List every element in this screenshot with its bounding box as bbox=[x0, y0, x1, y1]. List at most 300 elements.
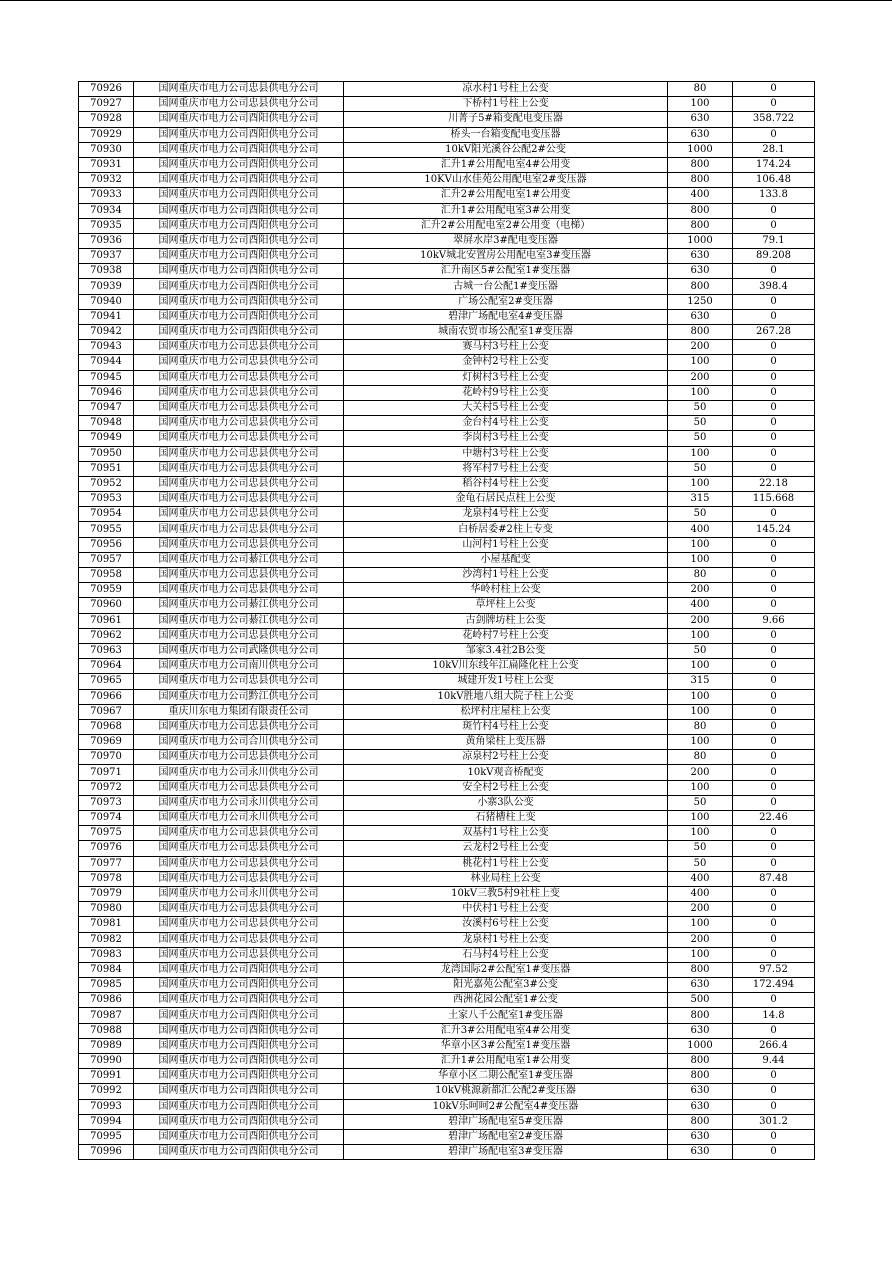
transformer-name-cell: 碧津广场配电室5#变压器 bbox=[344, 1114, 668, 1129]
table-row bbox=[79, 765, 815, 780]
capacity-cell: 800 bbox=[668, 203, 733, 218]
value-cell: 0 bbox=[733, 1023, 815, 1038]
value-cell: 0 bbox=[733, 1084, 815, 1099]
capacity-cell: 800 bbox=[668, 279, 733, 294]
transformer-name-cell: 汇升1#公用配电室1#公用变 bbox=[344, 1054, 668, 1069]
value-cell: 0 bbox=[733, 780, 815, 795]
row-id-cell: 70965 bbox=[79, 674, 134, 689]
table-row bbox=[79, 886, 815, 901]
capacity-cell: 200 bbox=[668, 613, 733, 628]
capacity-cell: 800 bbox=[668, 1008, 733, 1023]
value-cell: 0 bbox=[733, 340, 815, 355]
transformer-name-cell: 10kV胜地八组大院子柱上公变 bbox=[344, 689, 668, 704]
capacity-cell: 100 bbox=[668, 552, 733, 567]
company-cell: 国网重庆市电力公司酉阳供电分公司 bbox=[134, 1099, 344, 1114]
row-id-cell: 70978 bbox=[79, 871, 134, 886]
company-cell: 国网重庆市电力公司酉阳供电分公司 bbox=[134, 264, 344, 279]
value-cell: 172.494 bbox=[733, 978, 815, 993]
row-id-cell: 70963 bbox=[79, 643, 134, 658]
value-cell: 0 bbox=[733, 932, 815, 947]
row-id-cell: 70996 bbox=[79, 1145, 134, 1160]
row-id-cell: 70956 bbox=[79, 537, 134, 552]
row-id-cell: 70984 bbox=[79, 962, 134, 977]
value-cell: 0 bbox=[733, 735, 815, 750]
company-cell: 国网重庆市电力公司忠县供电分公司 bbox=[134, 476, 344, 491]
table-row bbox=[79, 1084, 815, 1099]
table-row bbox=[79, 659, 815, 674]
table-row bbox=[79, 127, 815, 142]
capacity-cell: 100 bbox=[668, 811, 733, 826]
capacity-cell: 630 bbox=[668, 1023, 733, 1038]
row-id-cell: 70930 bbox=[79, 142, 134, 157]
row-id-cell: 70938 bbox=[79, 264, 134, 279]
value-cell: 0 bbox=[733, 598, 815, 613]
row-id-cell: 70929 bbox=[79, 127, 134, 142]
table-row bbox=[79, 598, 815, 613]
company-cell: 国网重庆市电力公司忠县供电分公司 bbox=[134, 355, 344, 370]
company-cell: 国网重庆市电力公司忠县供电分公司 bbox=[134, 385, 344, 400]
capacity-cell: 800 bbox=[668, 1114, 733, 1129]
capacity-cell: 630 bbox=[668, 1084, 733, 1099]
value-cell: 0 bbox=[733, 294, 815, 309]
table-row bbox=[79, 1054, 815, 1069]
company-cell: 国网重庆市电力公司忠县供电分公司 bbox=[134, 446, 344, 461]
table-row bbox=[79, 613, 815, 628]
table-row bbox=[79, 735, 815, 750]
transformer-name-cell: 10kV川东线年江扁隆化柱上公变 bbox=[344, 659, 668, 674]
value-cell: 145.24 bbox=[733, 522, 815, 537]
transformer-name-cell: 林业局柱上公变 bbox=[344, 871, 668, 886]
company-cell: 国网重庆市电力公司忠县供电分公司 bbox=[134, 492, 344, 507]
capacity-cell: 800 bbox=[668, 218, 733, 233]
table-row bbox=[79, 97, 815, 112]
transformer-name-cell: 黄角梁柱上变压器 bbox=[344, 735, 668, 750]
company-cell: 国网重庆市电力公司酉阳供电分公司 bbox=[134, 1114, 344, 1129]
row-id-cell: 70986 bbox=[79, 993, 134, 1008]
capacity-cell: 800 bbox=[668, 325, 733, 340]
capacity-cell: 100 bbox=[668, 476, 733, 491]
value-cell: 0 bbox=[733, 659, 815, 674]
table-row bbox=[79, 1145, 815, 1160]
company-cell: 国网重庆市电力公司忠县供电分公司 bbox=[134, 826, 344, 841]
row-id-cell: 70972 bbox=[79, 780, 134, 795]
row-id-cell: 70990 bbox=[79, 1054, 134, 1069]
capacity-cell: 50 bbox=[668, 856, 733, 871]
transformer-name-cell: 凉泉村2号柱上公变 bbox=[344, 750, 668, 765]
capacity-cell: 80 bbox=[668, 750, 733, 765]
value-cell: 0 bbox=[733, 583, 815, 598]
row-id-cell: 70995 bbox=[79, 1129, 134, 1144]
transformer-name-cell: 双基村1号柱上公变 bbox=[344, 826, 668, 841]
table-row bbox=[79, 902, 815, 917]
value-cell: 0 bbox=[733, 1145, 815, 1160]
row-id-cell: 70991 bbox=[79, 1069, 134, 1084]
row-id-cell: 70950 bbox=[79, 446, 134, 461]
capacity-cell: 500 bbox=[668, 993, 733, 1008]
table-row bbox=[79, 674, 815, 689]
row-id-cell: 70993 bbox=[79, 1099, 134, 1114]
transformer-table bbox=[78, 81, 815, 1160]
transformer-name-cell: 10kV观音桥配变 bbox=[344, 765, 668, 780]
company-cell: 国网重庆市电力公司酉阳供电分公司 bbox=[134, 233, 344, 248]
transformer-name-cell: 桥头一台箱变配电变压器 bbox=[344, 127, 668, 142]
company-cell: 国网重庆市电力公司忠县供电分公司 bbox=[134, 841, 344, 856]
company-cell: 国网重庆市电力公司酉阳供电分公司 bbox=[134, 173, 344, 188]
company-cell: 国网重庆市电力公司南川供电分公司 bbox=[134, 659, 344, 674]
capacity-cell: 800 bbox=[668, 157, 733, 172]
capacity-cell: 50 bbox=[668, 431, 733, 446]
value-cell: 0 bbox=[733, 309, 815, 324]
value-cell: 0 bbox=[733, 568, 815, 583]
value-cell: 106.48 bbox=[733, 173, 815, 188]
transformer-name-cell: 古剑牌坊柱上公变 bbox=[344, 613, 668, 628]
transformer-name-cell: 华章小区3#公配室1#变压器 bbox=[344, 1038, 668, 1053]
capacity-cell: 200 bbox=[668, 583, 733, 598]
transformer-name-cell: 中塘村3号柱上公变 bbox=[344, 446, 668, 461]
table-row bbox=[79, 233, 815, 248]
table-row bbox=[79, 1099, 815, 1114]
row-id-cell: 70944 bbox=[79, 355, 134, 370]
value-cell: 0 bbox=[733, 537, 815, 552]
company-cell: 国网重庆市电力公司忠县供电分公司 bbox=[134, 537, 344, 552]
transformer-name-cell: 10kV乐呵呵2#公配室4#变压器 bbox=[344, 1099, 668, 1114]
table-row bbox=[79, 704, 815, 719]
capacity-cell: 630 bbox=[668, 249, 733, 264]
capacity-cell: 400 bbox=[668, 598, 733, 613]
transformer-name-cell: 土家八千公配室1#变压器 bbox=[344, 1008, 668, 1023]
row-id-cell: 70980 bbox=[79, 902, 134, 917]
table-row bbox=[79, 188, 815, 203]
row-id-cell: 70966 bbox=[79, 689, 134, 704]
value-cell: 0 bbox=[733, 385, 815, 400]
company-cell: 国网重庆市电力公司忠县供电分公司 bbox=[134, 507, 344, 522]
table-body bbox=[79, 82, 815, 1160]
row-id-cell: 70979 bbox=[79, 886, 134, 901]
company-cell: 国网重庆市电力公司綦江供电分公司 bbox=[134, 598, 344, 613]
transformer-name-cell: 邹家3.4社2B公变 bbox=[344, 643, 668, 658]
value-cell: 267.28 bbox=[733, 325, 815, 340]
transformer-name-cell: 凉水村1号柱上公变 bbox=[344, 82, 668, 97]
company-cell: 国网重庆市电力公司酉阳供电分公司 bbox=[134, 112, 344, 127]
row-id-cell: 70976 bbox=[79, 841, 134, 856]
company-cell: 国网重庆市电力公司酉阳供电分公司 bbox=[134, 962, 344, 977]
company-cell: 国网重庆市电力公司永川供电分公司 bbox=[134, 886, 344, 901]
table-row bbox=[79, 811, 815, 826]
company-cell: 国网重庆市电力公司酉阳供电分公司 bbox=[134, 993, 344, 1008]
capacity-cell: 800 bbox=[668, 962, 733, 977]
transformer-name-cell: 龙泉村1号柱上公变 bbox=[344, 932, 668, 947]
company-cell: 国网重庆市电力公司武隆供电分公司 bbox=[134, 643, 344, 658]
capacity-cell: 50 bbox=[668, 416, 733, 431]
row-id-cell: 70977 bbox=[79, 856, 134, 871]
row-id-cell: 70987 bbox=[79, 1008, 134, 1023]
transformer-name-cell: 10kV三教5村9社柱上变 bbox=[344, 886, 668, 901]
company-cell: 国网重庆市电力公司酉阳供电分公司 bbox=[134, 188, 344, 203]
table-row bbox=[79, 173, 815, 188]
table-row bbox=[79, 203, 815, 218]
company-cell: 国网重庆市电力公司酉阳供电分公司 bbox=[134, 1038, 344, 1053]
table-row bbox=[79, 1038, 815, 1053]
row-id-cell: 70964 bbox=[79, 659, 134, 674]
table-row bbox=[79, 1069, 815, 1084]
company-cell: 国网重庆市电力公司忠县供电分公司 bbox=[134, 719, 344, 734]
table-row bbox=[79, 385, 815, 400]
row-id-cell: 70946 bbox=[79, 385, 134, 400]
row-id-cell: 70968 bbox=[79, 719, 134, 734]
row-id-cell: 70971 bbox=[79, 765, 134, 780]
transformer-name-cell: 花岭村7号柱上公变 bbox=[344, 628, 668, 643]
transformer-name-cell: 城建开发1号柱上公变 bbox=[344, 674, 668, 689]
company-cell: 国网重庆市电力公司酉阳供电分公司 bbox=[134, 249, 344, 264]
company-cell: 国网重庆市电力公司酉阳供电分公司 bbox=[134, 1008, 344, 1023]
value-cell: 14.8 bbox=[733, 1008, 815, 1023]
capacity-cell: 400 bbox=[668, 522, 733, 537]
company-cell: 国网重庆市电力公司忠县供电分公司 bbox=[134, 568, 344, 583]
transformer-name-cell: 金台村4号柱上公变 bbox=[344, 416, 668, 431]
capacity-cell: 200 bbox=[668, 370, 733, 385]
table-row bbox=[79, 1129, 815, 1144]
row-id-cell: 70975 bbox=[79, 826, 134, 841]
value-cell: 9.44 bbox=[733, 1054, 815, 1069]
capacity-cell: 400 bbox=[668, 871, 733, 886]
table-row bbox=[79, 249, 815, 264]
table-row bbox=[79, 112, 815, 127]
table-row bbox=[79, 947, 815, 962]
company-cell: 国网重庆市电力公司忠县供电分公司 bbox=[134, 340, 344, 355]
row-id-cell: 70992 bbox=[79, 1084, 134, 1099]
table-row bbox=[79, 856, 815, 871]
capacity-cell: 80 bbox=[668, 719, 733, 734]
table-row bbox=[79, 795, 815, 810]
value-cell: 0 bbox=[733, 1129, 815, 1144]
table-row bbox=[79, 719, 815, 734]
table-row bbox=[79, 355, 815, 370]
transformer-name-cell: 大关村5号柱上公变 bbox=[344, 400, 668, 415]
capacity-cell: 630 bbox=[668, 309, 733, 324]
company-cell: 国网重庆市电力公司酉阳供电分公司 bbox=[134, 203, 344, 218]
value-cell: 0 bbox=[733, 765, 815, 780]
row-id-cell: 70954 bbox=[79, 507, 134, 522]
value-cell: 0 bbox=[733, 841, 815, 856]
value-cell: 22.46 bbox=[733, 811, 815, 826]
transformer-name-cell: 汝溪村6号柱上公变 bbox=[344, 917, 668, 932]
company-cell: 国网重庆市电力公司酉阳供电分公司 bbox=[134, 309, 344, 324]
table-row bbox=[79, 507, 815, 522]
capacity-cell: 50 bbox=[668, 643, 733, 658]
transformer-name-cell: 汇升2#公用配电室2#公用变（电梯） bbox=[344, 218, 668, 233]
page-top-rule bbox=[0, 0, 892, 1]
row-id-cell: 70926 bbox=[79, 82, 134, 97]
table-row bbox=[79, 461, 815, 476]
row-id-cell: 70957 bbox=[79, 552, 134, 567]
table-row bbox=[79, 1008, 815, 1023]
value-cell: 0 bbox=[733, 203, 815, 218]
transformer-name-cell: 汇升南区5#公配室1#变压器 bbox=[344, 264, 668, 279]
capacity-cell: 630 bbox=[668, 112, 733, 127]
table-row bbox=[79, 522, 815, 537]
transformer-name-cell: 下桥村1号柱上公变 bbox=[344, 97, 668, 112]
transformer-name-cell: 小屋基配变 bbox=[344, 552, 668, 567]
row-id-cell: 70935 bbox=[79, 218, 134, 233]
capacity-cell: 100 bbox=[668, 355, 733, 370]
transformer-name-cell: 灯树村3号柱上公变 bbox=[344, 370, 668, 385]
capacity-cell: 630 bbox=[668, 1145, 733, 1160]
value-cell: 0 bbox=[733, 902, 815, 917]
value-cell: 0 bbox=[733, 674, 815, 689]
table-row bbox=[79, 1114, 815, 1129]
table-row bbox=[79, 780, 815, 795]
table-row bbox=[79, 476, 815, 491]
table-row bbox=[79, 583, 815, 598]
value-cell: 0 bbox=[733, 689, 815, 704]
transformer-name-cell: 广场公配室2#变压器 bbox=[344, 294, 668, 309]
table-row bbox=[79, 370, 815, 385]
row-id-cell: 70967 bbox=[79, 704, 134, 719]
capacity-cell: 50 bbox=[668, 461, 733, 476]
company-cell: 国网重庆市电力公司忠县供电分公司 bbox=[134, 97, 344, 112]
company-cell: 国网重庆市电力公司忠县供电分公司 bbox=[134, 461, 344, 476]
transformer-name-cell: 翠屏水岸3#配电变压器 bbox=[344, 233, 668, 248]
capacity-cell: 200 bbox=[668, 902, 733, 917]
table-row bbox=[79, 962, 815, 977]
row-id-cell: 70947 bbox=[79, 400, 134, 415]
capacity-cell: 400 bbox=[668, 886, 733, 901]
transformer-name-cell: 汇升3#公用配电室4#公用变 bbox=[344, 1023, 668, 1038]
transformer-name-cell: 华岭村柱上公变 bbox=[344, 583, 668, 598]
value-cell: 0 bbox=[733, 400, 815, 415]
transformer-name-cell: 10KV山水佳苑公用配电室2#变压器 bbox=[344, 173, 668, 188]
value-cell: 0 bbox=[733, 826, 815, 841]
row-id-cell: 70942 bbox=[79, 325, 134, 340]
capacity-cell: 630 bbox=[668, 264, 733, 279]
value-cell: 0 bbox=[733, 416, 815, 431]
company-cell: 国网重庆市电力公司忠县供电分公司 bbox=[134, 932, 344, 947]
capacity-cell: 400 bbox=[668, 188, 733, 203]
row-id-cell: 70994 bbox=[79, 1114, 134, 1129]
table-row bbox=[79, 309, 815, 324]
table-row bbox=[79, 340, 815, 355]
value-cell: 174.24 bbox=[733, 157, 815, 172]
value-cell: 0 bbox=[733, 127, 815, 142]
table-row bbox=[79, 218, 815, 233]
value-cell: 0 bbox=[733, 917, 815, 932]
table-row bbox=[79, 446, 815, 461]
value-cell: 0 bbox=[733, 795, 815, 810]
company-cell: 国网重庆市电力公司忠县供电分公司 bbox=[134, 917, 344, 932]
capacity-cell: 100 bbox=[668, 947, 733, 962]
row-id-cell: 70988 bbox=[79, 1023, 134, 1038]
row-id-cell: 70970 bbox=[79, 750, 134, 765]
company-cell: 国网重庆市电力公司忠县供电分公司 bbox=[134, 628, 344, 643]
row-id-cell: 70985 bbox=[79, 978, 134, 993]
table-row bbox=[79, 568, 815, 583]
transformer-name-cell: 安全村2号柱上公变 bbox=[344, 780, 668, 795]
table-row bbox=[79, 537, 815, 552]
row-id-cell: 70940 bbox=[79, 294, 134, 309]
company-cell: 国网重庆市电力公司綦江供电分公司 bbox=[134, 613, 344, 628]
capacity-cell: 1000 bbox=[668, 142, 733, 157]
table-row bbox=[79, 826, 815, 841]
table-row bbox=[79, 841, 815, 856]
row-id-cell: 70948 bbox=[79, 416, 134, 431]
table-row bbox=[79, 978, 815, 993]
row-id-cell: 70955 bbox=[79, 522, 134, 537]
row-id-cell: 70974 bbox=[79, 811, 134, 826]
transformer-name-cell: 金龟石居民点柱上公变 bbox=[344, 492, 668, 507]
capacity-cell: 800 bbox=[668, 1054, 733, 1069]
table-row bbox=[79, 871, 815, 886]
row-id-cell: 70949 bbox=[79, 431, 134, 446]
capacity-cell: 100 bbox=[668, 97, 733, 112]
transformer-name-cell: 石猪槽柱上变 bbox=[344, 811, 668, 826]
table-row bbox=[79, 750, 815, 765]
transformer-name-cell: 花岭村9号柱上公变 bbox=[344, 385, 668, 400]
capacity-cell: 50 bbox=[668, 795, 733, 810]
company-cell: 国网重庆市电力公司忠县供电分公司 bbox=[134, 902, 344, 917]
value-cell: 133.8 bbox=[733, 188, 815, 203]
company-cell: 国网重庆市电力公司綦江供电分公司 bbox=[134, 552, 344, 567]
company-cell: 国网重庆市电力公司忠县供电分公司 bbox=[134, 583, 344, 598]
company-cell: 国网重庆市电力公司酉阳供电分公司 bbox=[134, 1054, 344, 1069]
value-cell: 0 bbox=[733, 628, 815, 643]
table-row bbox=[79, 325, 815, 340]
transformer-name-cell: 小寨3队公变 bbox=[344, 795, 668, 810]
row-id-cell: 70953 bbox=[79, 492, 134, 507]
company-cell: 国网重庆市电力公司酉阳供电分公司 bbox=[134, 279, 344, 294]
transformer-name-cell: 稻谷村4号柱上公变 bbox=[344, 476, 668, 491]
table-row bbox=[79, 431, 815, 446]
transformer-name-cell: 山河村1号柱上公变 bbox=[344, 537, 668, 552]
row-id-cell: 70961 bbox=[79, 613, 134, 628]
transformer-name-cell: 龙泉村4号柱上公变 bbox=[344, 507, 668, 522]
value-cell: 301.2 bbox=[733, 1114, 815, 1129]
transformer-name-cell: 白桥居委#2柱上专变 bbox=[344, 522, 668, 537]
value-cell: 0 bbox=[733, 886, 815, 901]
capacity-cell: 630 bbox=[668, 1129, 733, 1144]
company-cell: 国网重庆市电力公司永川供电分公司 bbox=[134, 795, 344, 810]
table-row bbox=[79, 294, 815, 309]
transformer-name-cell: 中伏村1号柱上公变 bbox=[344, 902, 668, 917]
transformer-name-cell: 10kV城北安置房公用配电室3#变压器 bbox=[344, 249, 668, 264]
row-id-cell: 70936 bbox=[79, 233, 134, 248]
row-id-cell: 70941 bbox=[79, 309, 134, 324]
company-cell: 国网重庆市电力公司忠县供电分公司 bbox=[134, 674, 344, 689]
transformer-name-cell: 草坪柱上公变 bbox=[344, 598, 668, 613]
capacity-cell: 100 bbox=[668, 446, 733, 461]
row-id-cell: 70958 bbox=[79, 568, 134, 583]
value-cell: 115.668 bbox=[733, 492, 815, 507]
capacity-cell: 80 bbox=[668, 82, 733, 97]
company-cell: 国网重庆市电力公司忠县供电分公司 bbox=[134, 370, 344, 385]
table-row bbox=[79, 400, 815, 415]
row-id-cell: 70982 bbox=[79, 932, 134, 947]
company-cell: 国网重庆市电力公司合川供电分公司 bbox=[134, 735, 344, 750]
company-cell: 国网重庆市电力公司永川供电分公司 bbox=[134, 811, 344, 826]
value-cell: 0 bbox=[733, 947, 815, 962]
company-cell: 国网重庆市电力公司忠县供电分公司 bbox=[134, 431, 344, 446]
capacity-cell: 1000 bbox=[668, 233, 733, 248]
transformer-name-cell: 碧津广场配电室3#变压器 bbox=[344, 1145, 668, 1160]
transformer-name-cell: 碧津广场配电室2#变压器 bbox=[344, 1129, 668, 1144]
company-cell: 国网重庆市电力公司酉阳供电分公司 bbox=[134, 142, 344, 157]
transformer-name-cell: 汇升1#公用配电室4#公用变 bbox=[344, 157, 668, 172]
company-cell: 国网重庆市电力公司酉阳供电分公司 bbox=[134, 1084, 344, 1099]
table-row bbox=[79, 643, 815, 658]
company-cell: 国网重庆市电力公司酉阳供电分公司 bbox=[134, 218, 344, 233]
transformer-name-cell: 阳光嘉苑公配室3#公变 bbox=[344, 978, 668, 993]
value-cell: 0 bbox=[733, 704, 815, 719]
table-row bbox=[79, 157, 815, 172]
